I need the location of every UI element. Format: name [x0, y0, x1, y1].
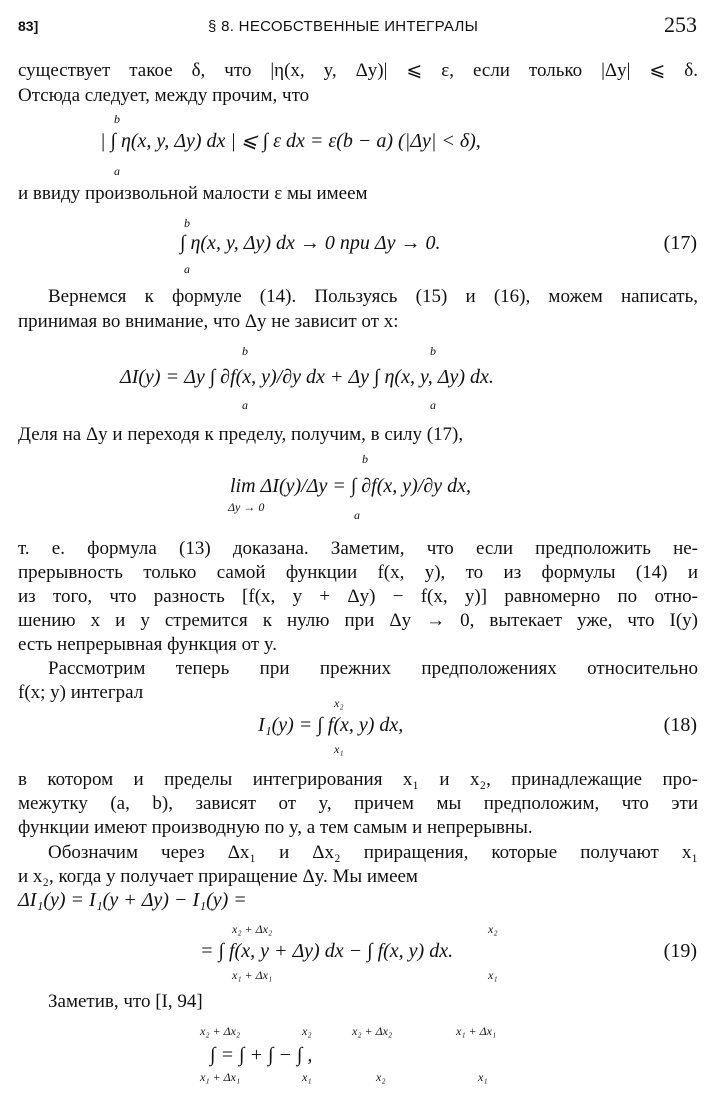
eq8-lower-limit-2: x₁	[302, 1070, 312, 1084]
text-line-19: Заметив, что [I, 94]	[48, 991, 203, 1012]
eq4-limit-subscript: Δy → 0	[228, 500, 265, 514]
eq8-lower-limit-1: x₁ + Δx₁	[200, 1070, 241, 1084]
text-line-3: и ввиду произвольной малости ε мы имеем	[18, 183, 368, 204]
equation-7-number: (19)	[663, 940, 697, 962]
eq7-lower-limit-2: x₁	[488, 968, 498, 982]
eq3-lower-limit-1: a	[242, 398, 248, 412]
eq3-upper-limit-1: b	[242, 344, 248, 358]
equation-8: ∫ = ∫ + ∫ − ∫ ,	[210, 1044, 313, 1066]
text-line-16: функции имеют производную по y, а тем самым и непрерывны.	[18, 817, 533, 838]
section-mark: 83]	[18, 18, 39, 34]
text-line-9: из того, что разность [f(x, y + Δy) − f(x, y)] равномерно по отно-	[18, 586, 698, 607]
eq7-upper-limit-1: x₂ + Δx₂	[232, 922, 273, 936]
eq1-upper-limit: b	[114, 112, 120, 126]
equation-6: ΔI₁(y) = I₁(y + Δy) − I₁(y) =	[18, 889, 247, 911]
eq4-upper-limit: b	[362, 452, 368, 466]
text-line-2: Отсюда следует, между прочим, что	[18, 85, 310, 106]
text-line-18: и x₂, когда y получает приращение Δy. Мы имеем	[18, 866, 418, 887]
eq7-upper-limit-2: x₂	[488, 922, 498, 936]
eq7-lower-limit-1: x₁ + Δx₁	[232, 968, 273, 982]
eq2-lower-limit: a	[184, 262, 190, 276]
equation-5-number: (18)	[663, 714, 697, 736]
text-line-13: f(x; y) интеграл	[18, 682, 144, 703]
eq5-lower-limit: x₁	[334, 742, 344, 756]
eq8-lower-limit-3: x₂	[376, 1070, 386, 1084]
eq1-lower-limit: a	[114, 164, 120, 178]
equation-2: ∫ η(x, y, Δy) dx → 0 при Δy → 0.	[180, 232, 441, 254]
text-line-10: шению x и y стремится к нулю при Δy → 0, вытекает уже, что I(y)	[18, 610, 698, 631]
text-line-7: т. е. формула (13) доказана. Заметим, что если предположить не-	[18, 538, 698, 559]
equation-3: ΔI(y) = Δy ∫ ∂f(x, y)/∂y dx + Δy ∫ η(x, y, Δy) dx.	[120, 366, 494, 388]
eq4-lower-limit: a	[354, 508, 360, 522]
eq8-upper-limit-2: x₂	[302, 1024, 312, 1038]
text-line-11: есть непрерывная функция от y.	[18, 634, 277, 655]
eq2-upper-limit: b	[184, 216, 190, 230]
equation-5: I₁(y) = ∫ f(x, y) dx,	[258, 714, 404, 736]
eq3-upper-limit-2: b	[430, 344, 436, 358]
text-line-8: прерывность только самой функции f(x, y), то из формулы (14) и	[18, 562, 698, 583]
running-head: § 8. НЕСОБСТВЕННЫЕ ИНТЕГРАЛЫ	[208, 18, 479, 35]
page-number: 253	[664, 12, 697, 37]
text-line-6: Деля на Δy и переходя к пределу, получим, в силу (17),	[18, 424, 464, 445]
text-line-15: межутку (a, b), зависят от y, причем мы предположим, что эти	[18, 793, 698, 814]
equation-1-text: | ∫ η(x, y, Δy) dx | ⩽ ∫ ε dx = ε(b − a) (|Δy| < δ),	[100, 130, 481, 152]
text-line-17: Обозначим через Δx₁ и Δx₂ приращения, которые получают x₁	[48, 842, 698, 863]
text-line-4: Вернемся к формуле (14). Пользуясь (15) и (16), можем написать,	[48, 286, 698, 307]
eq8-upper-limit-4: x₁ + Δx₁	[456, 1024, 497, 1038]
equation-2-number: (17)	[663, 232, 697, 254]
eq8-upper-limit-3: x₂ + Δx₂	[352, 1024, 393, 1038]
eq3-lower-limit-2: a	[430, 398, 436, 412]
text-line-12: Рассмотрим теперь при прежних предположениях относительно	[48, 658, 698, 679]
equation-4: lim ΔI(y)/Δy = ∫ ∂f(x, y)/∂y dx,	[230, 475, 472, 497]
eq8-upper-limit-1: x₂ + Δx₂	[200, 1024, 241, 1038]
text-line-14: в котором и пределы интегрирования x₁ и x₂, принадлежащие про-	[18, 769, 698, 790]
text-line-5: принимая во внимание, что Δy не зависит от x:	[18, 311, 399, 332]
equation-1	[100, 128, 481, 153]
text-line-1: существует такое δ, что |η(x, y, Δy)| ⩽ ε, если только |Δy| ⩽ δ.	[18, 60, 698, 81]
eq5-upper-limit: x₂	[334, 696, 344, 710]
equation-7: = ∫ f(x, y + Δy) dx − ∫ f(x, y) dx.	[200, 940, 454, 962]
eq8-lower-limit-4: x₁	[478, 1070, 488, 1084]
